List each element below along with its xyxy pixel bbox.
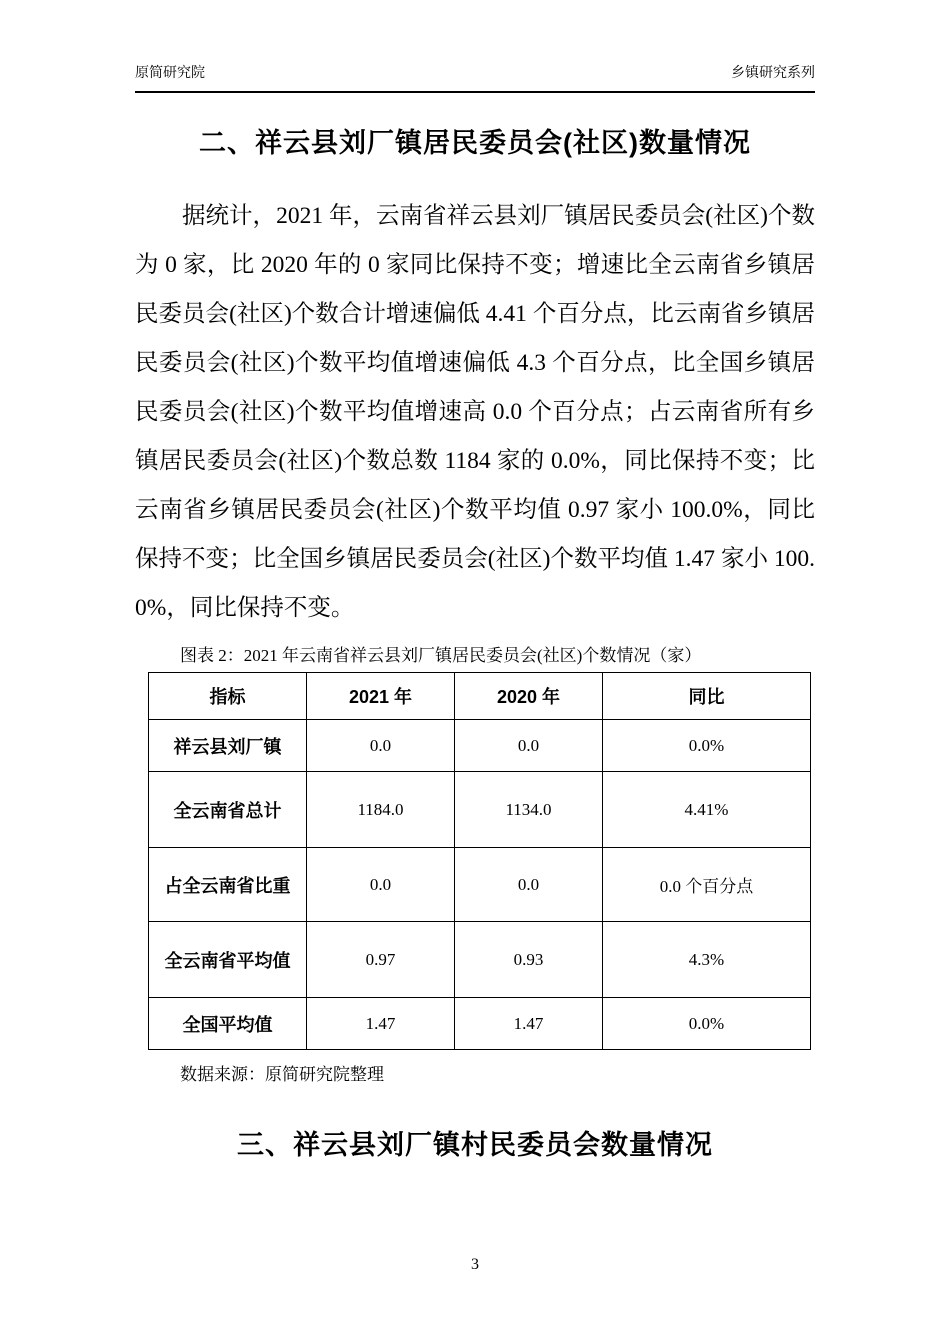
- header-left-text: 原简研究院: [135, 64, 205, 80]
- row-label: 全云南省平均值: [149, 922, 307, 998]
- section3-title: 三、祥云县刘厂镇村民委员会数量情况: [237, 1130, 713, 1160]
- row-label: 祥云县刘厂镇: [149, 720, 307, 772]
- table-header-yoy: 同比: [603, 673, 811, 720]
- table-header-2020: 2020 年: [455, 673, 603, 720]
- cell-value: 1134.0: [455, 772, 603, 848]
- table-header-2021: 2021 年: [307, 673, 455, 720]
- table-row: [149, 848, 811, 922]
- table-header-indicator: 指标: [149, 673, 307, 720]
- cell-value: 1.47: [455, 998, 603, 1050]
- table-header-row: [149, 673, 811, 720]
- section2-title: 二、祥云县刘厂镇居民委员会(社区)数量情况: [199, 128, 751, 158]
- page-number: 3: [471, 1256, 479, 1273]
- row-label: 全国平均值: [149, 998, 307, 1050]
- table-row: [149, 998, 811, 1050]
- cell-value: 4.41%: [603, 772, 811, 848]
- section2-paragraph: 据统计，2021 年，云南省祥云县刘厂镇居民委员会(社区)个数为 0 家，比 2020 年的 0 家同比保持不变；增速比全云南省乡镇居民委员会(社区)个数合计增速偏低 4.41 个百分点，比云南省乡镇居民委员会(社区)个数平均值增速偏低 4.3 个百分点，比全国乡镇居民委员会(社区)个数平均值增速高 0.0 个百分点；占云南省所有乡镇居民委员会(社区)个数总数 1184 家的 0.0%，同比保持不变；比云南省乡镇居民委员会(社区)个数平均值 0.97 家小 100.0%，同比保持不变；比全国乡镇居民委员会(社区)个数平均值 1.47 家小 100.0%，同比保持不变。: [135, 203, 815, 621]
- cell-value: 1184.0: [307, 772, 455, 848]
- row-label: 全云南省总计: [149, 772, 307, 848]
- page-header: [135, 62, 815, 93]
- cell-value: 1.47: [307, 998, 455, 1050]
- cell-value: 4.3%: [603, 922, 811, 998]
- cell-value: 0.0 个百分点: [603, 848, 811, 922]
- row-label: 占全云南省比重: [149, 848, 307, 922]
- data-table: [148, 672, 811, 1050]
- header-right-text: 乡镇研究系列: [731, 64, 815, 80]
- cell-value: 0.0: [307, 720, 455, 772]
- cell-value: 0.0: [455, 720, 603, 772]
- cell-value: 0.0: [455, 848, 603, 922]
- cell-value: 0.97: [307, 922, 455, 998]
- cell-value: 0.93: [455, 922, 603, 998]
- cell-value: 0.0%: [603, 998, 811, 1050]
- cell-value: 0.0%: [603, 720, 811, 772]
- cell-value: 0.0: [307, 848, 455, 922]
- table-row: [149, 720, 811, 772]
- data-source-note: 数据来源：原简研究院整理: [180, 1065, 384, 1084]
- table-caption: 图表 2：2021 年云南省祥云县刘厂镇居民委员会(社区)个数情况（家）: [180, 646, 702, 665]
- table-row: [149, 772, 811, 848]
- table-row: [149, 922, 811, 998]
